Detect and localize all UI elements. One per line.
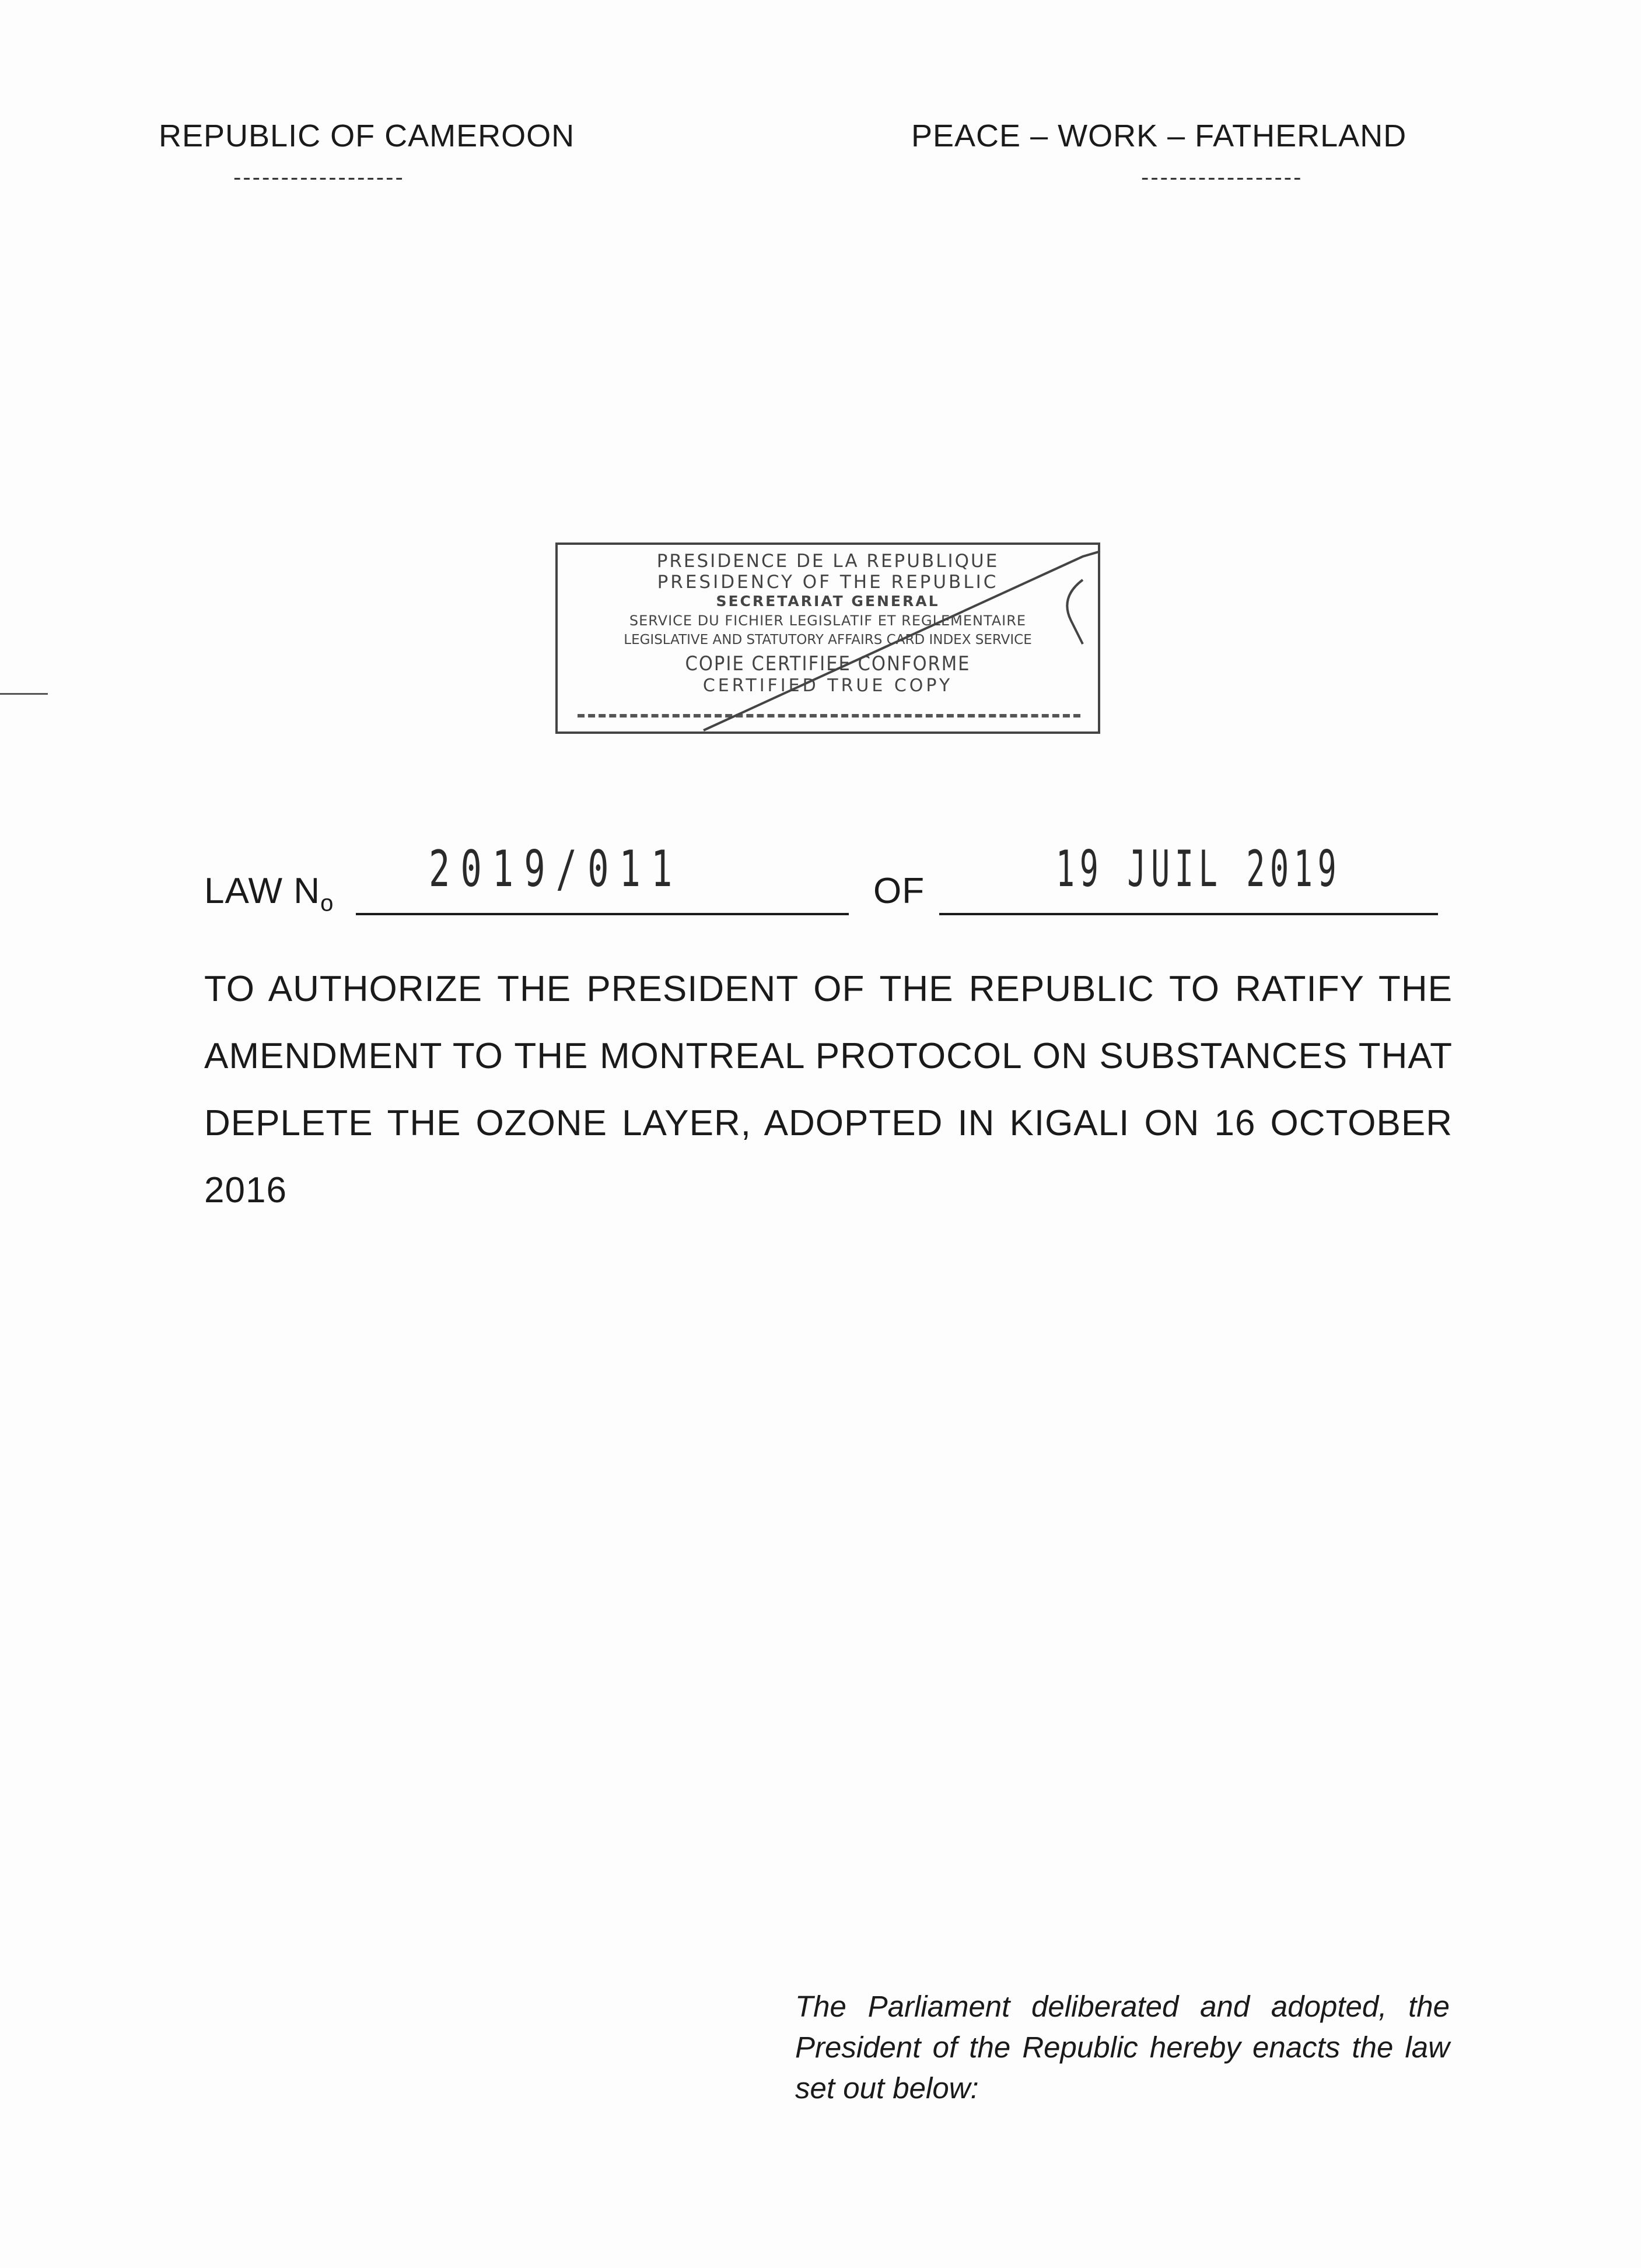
date-underline xyxy=(939,913,1438,915)
law-date-value: 19 JUIL 2019 xyxy=(1056,840,1342,898)
enacting-clause: The Parliament deliberated and adopted, the President of the Republic hereby enacts the law set out below: xyxy=(795,1990,1450,2105)
signature-stroke-icon xyxy=(558,545,1100,734)
margin-mark xyxy=(0,693,48,695)
stamp-line-secretariat: SECRETARIAT GENERAL xyxy=(716,593,940,610)
law-number-label: LAW $N_o$ xyxy=(204,871,334,916)
law-title: TO AUTHORIZE THE PRESIDENT OF THE REPUBLIC TO RATIFY THE AMENDMENT TO THE MONTREAL PROTOCOL ON SUBSTANCES THAT DEPLETE THE OZONE LAYER, ADOPTED IN KIGALI ON 16 OCTOBER 2016 xyxy=(204,969,1453,1210)
stamp-line-service-fr: SERVICE DU FICHIER LEGISLATIF ET REGLEMENTAIRE xyxy=(629,612,1027,629)
certification-stamp xyxy=(555,542,1100,734)
stamp-line-true-copy: CERTIFIED TRUE COPY xyxy=(702,676,953,696)
law-number-underline xyxy=(356,913,849,915)
header-left-divider: ------------------ xyxy=(233,164,405,190)
date-label: OF xyxy=(873,871,925,911)
stamp-line-presidence: PRESIDENCE DE LA REPUBLIQUE xyxy=(656,551,999,572)
stamp-line-copie-conforme: COPIE CERTIFIEE CONFORME xyxy=(685,652,971,676)
header-right-divider: ----------------- xyxy=(1141,164,1303,190)
stamp-line-presidency: PRESIDENCY OF THE REPUBLIC xyxy=(657,572,999,593)
header-republic: REPUBLIC OF CAMEROON xyxy=(159,118,575,153)
header-motto: PEACE – WORK – FATHERLAND xyxy=(911,118,1407,153)
law-number-value: 2019/011 xyxy=(429,840,683,898)
stamp-line-service-en: LEGISLATIVE AND STATUTORY AFFAIRS CARD INDEX SERVICE xyxy=(624,632,1032,648)
